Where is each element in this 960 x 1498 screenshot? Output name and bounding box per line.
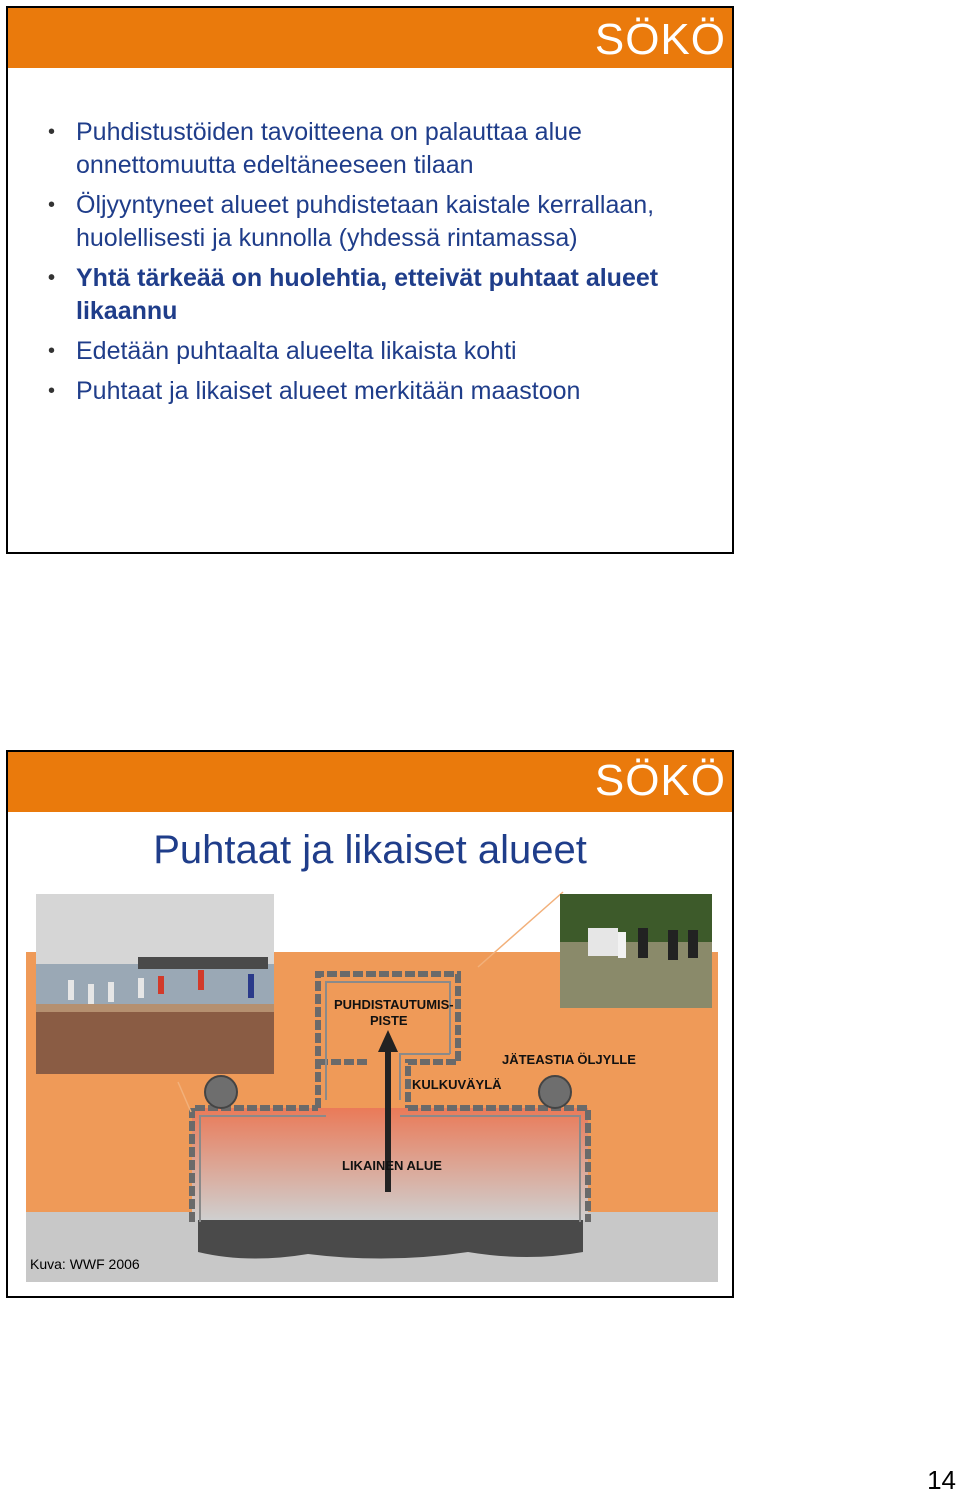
bullet-list [48, 116, 698, 415]
label-path: KULKUVÄYLÄ [412, 1077, 502, 1092]
waste-bin [205, 1076, 237, 1108]
waste-bin [539, 1076, 571, 1108]
bullet-item: • Edetään puhtaalta alueelta likaista kohti [48, 335, 698, 368]
label-station: PUHDISTAUTUMIS- [334, 997, 454, 1012]
slide-2 [6, 750, 734, 1298]
bullet-item: • Yhtä tärkeää on huolehtia, etteivät puhtaat alueet likaannu [48, 264, 659, 325]
page-number: 14 [927, 1465, 956, 1495]
brand-logo: SÖKÖ [594, 15, 726, 64]
bullet-item: • Puhtaat ja likaiset alueet merkitään maastoon [48, 375, 698, 408]
photo-decontamination-station [560, 894, 712, 1008]
bullet-icon: • [48, 121, 56, 143]
bullet-icon: • [48, 194, 56, 216]
label-station-2: PISTE [370, 1013, 408, 1028]
bullet-icon: • [48, 340, 56, 362]
bullet-icon: • [48, 380, 56, 402]
slide-1 [6, 6, 734, 554]
bullet-icon: • [48, 267, 56, 289]
brand-logo: SÖKÖ [594, 756, 726, 805]
image-credit: Kuva: WWF 2006 [30, 1256, 140, 1272]
slide-title: Puhtaat ja likaiset alueet [153, 828, 587, 872]
slide-header [8, 8, 732, 68]
bullet-item: • Öljyyntyneet alueet puhdistetaan kaistale kerrallaan, huolellisesti ja kunnolla (yhdessä rintamassa) [48, 191, 655, 252]
label-dirty: LIKAINEN ALUE [342, 1158, 442, 1173]
bullet-item: • Puhdistustöiden tavoitteena on palauttaa alue onnettomuutta edeltäneeseen tilaan [48, 118, 582, 179]
label-waste: JÄTEASTIA ÖLJYLLE [502, 1052, 636, 1067]
photo-beach-cleanup [36, 894, 274, 1074]
cleanup-zone-diagram [8, 752, 732, 1296]
